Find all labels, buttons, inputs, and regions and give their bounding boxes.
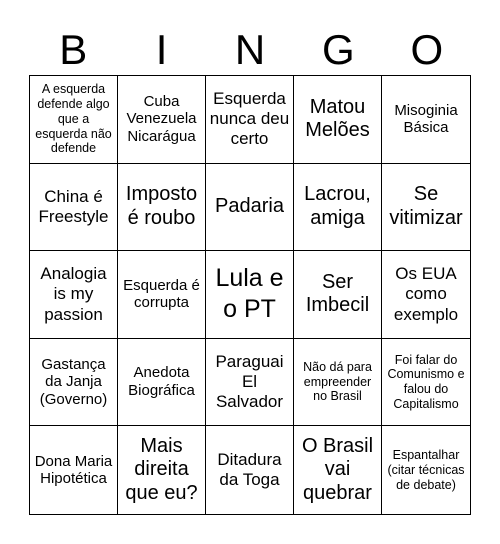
bingo-cell-r5c5[interactable]: Espantalhar (citar técnicas de debate): [387, 448, 465, 492]
bingo-cell-r2c1[interactable]: China é Freestyle: [30, 164, 118, 252]
bingo-cell-r3c3[interactable]: Lula e o PT: [206, 251, 294, 339]
bingo-header: [29, 24, 471, 76]
bingo-cell-r1c4[interactable]: Matou Melões: [294, 76, 382, 164]
bingo-cell-r2c2[interactable]: Imposto é roubo: [118, 164, 206, 252]
bingo-cell-r2c3[interactable]: Padaria: [206, 164, 294, 252]
bingo-cell-r1c3[interactable]: Esquerda nunca deu certo: [206, 76, 294, 164]
bingo-cell-r4c4[interactable]: Não dá para empreender no Brasil: [294, 339, 382, 427]
bingo-cell-r4c5[interactable]: Foi falar do Comunismo e falou do Capitalismo: [382, 339, 470, 427]
bingo-cell-r1c2[interactable]: Cuba Venezuela Nicarágua: [118, 76, 206, 164]
header-letter-b: B: [59, 26, 88, 73]
bingo-cell-r4c3[interactable]: Paraguai El Salvador: [206, 339, 294, 427]
bingo-cell-r2c5[interactable]: Se vitimizar: [382, 164, 470, 252]
bingo-cell-r4c2[interactable]: Anedota Biográfica: [118, 339, 206, 427]
bingo-cell-r5c2[interactable]: Mais direita que eu?: [118, 426, 206, 514]
bingo-board: [29, 75, 471, 515]
bingo-cell-r5c1[interactable]: Dona Maria Hipotética: [30, 426, 118, 514]
bingo-cell-r5c4[interactable]: O Brasil vai quebrar: [294, 426, 382, 514]
bingo-cell-r1c5[interactable]: Misoginia Básica: [382, 76, 470, 164]
bingo-cell-r3c4[interactable]: Ser Imbecil: [294, 251, 382, 339]
bingo-cell-r3c1[interactable]: Analogia is my passion: [30, 251, 118, 339]
bingo-cell-r3c2[interactable]: Esquerda é corrupta: [118, 251, 206, 339]
header-letter-n: N: [234, 26, 266, 73]
bingo-cell-r5c3[interactable]: Ditadura da Toga: [206, 426, 294, 514]
header-letter-o: O: [410, 26, 444, 73]
bingo-cell-r4c1[interactable]: Gastança da Janja (Governo): [30, 339, 118, 427]
header-letter-i: I: [155, 26, 168, 73]
bingo-cell-r3c5[interactable]: Os EUA como exemplo: [382, 251, 470, 339]
bingo-cell-r1c1[interactable]: A esquerda defende algo que a esquerda não defende: [30, 76, 118, 164]
header-letter-g: G: [322, 26, 355, 73]
bingo-cell-r2c4[interactable]: Lacrou, amiga: [294, 164, 382, 252]
